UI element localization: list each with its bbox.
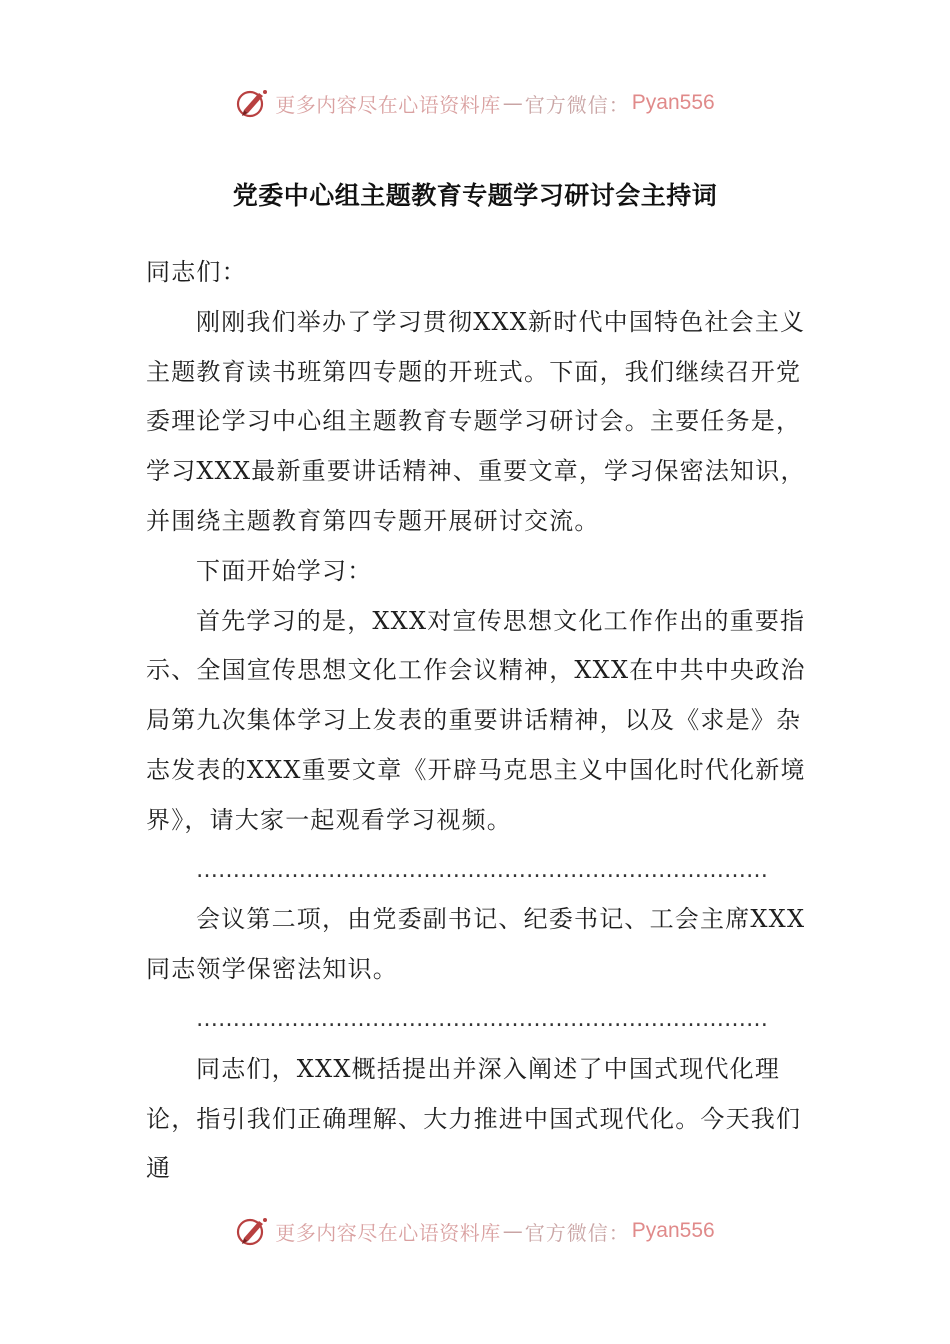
promo-text: 更多内容尽在心语资料库: [275, 1220, 501, 1245]
pen-circle-logo-icon: [235, 1214, 269, 1248]
document-title: 党委中心组主题教育专题学习研讨会主持词: [232, 181, 718, 210]
footer-banner: [0, 1209, 950, 1253]
document-body: [146, 248, 811, 1194]
body-paragraph: 会议第二项，由党委副书记、纪委书记、工会主席XXX同志领学保密法知识。: [146, 905, 806, 984]
wechat-id: Pyan556: [631, 1219, 715, 1242]
ellipsis-separator: ……………………………………………………………………: [196, 857, 768, 883]
wechat-id: Pyan556: [631, 91, 715, 114]
body-paragraph: 同志们，XXX概括提出并深入阐述了中国式现代化理论，指引我们正确理解、大力推进中国式现代化。今天我们通: [146, 1054, 802, 1183]
header-banner: [0, 81, 950, 125]
body-paragraph: 下面开始学习：: [196, 556, 373, 585]
promo-text: 更多内容尽在心语资料库: [275, 92, 501, 117]
wechat-label: 官方微信：: [524, 1220, 630, 1245]
body-paragraph: 刚刚我们举办了学习贯彻XXX新时代中国特色社会主义主题教育读书班第四专题的开班式。下面，我们继续召开党委理论学习中心组主题教育专题学习研讨会。主要任务是，学习XXX最新重要讲话精神、重要文章，学习保密法知识，并围绕主题教育第四专题开展研讨交流。: [146, 307, 806, 535]
promo-dash: —: [502, 91, 523, 115]
ellipsis-separator: ……………………………………………………………………: [196, 1006, 768, 1032]
body-paragraph: 首先学习的是，XXX对宣传思想文化工作作出的重要指示、全国宣传思想文化工作会议精神，XXX在中共中央政治局第九次集体学习上发表的重要讲话精神，以及《求是》杂志发表的XXX重要文章《开辟马克思主义中国化时代化新境界》，请大家一起观看学习视频。: [146, 606, 806, 834]
salutation-paragraph: 同志们：: [146, 258, 247, 286]
pen-circle-logo-icon: [235, 86, 269, 120]
wechat-label: 官方微信：: [524, 92, 630, 117]
promo-dash: —: [502, 1219, 523, 1243]
